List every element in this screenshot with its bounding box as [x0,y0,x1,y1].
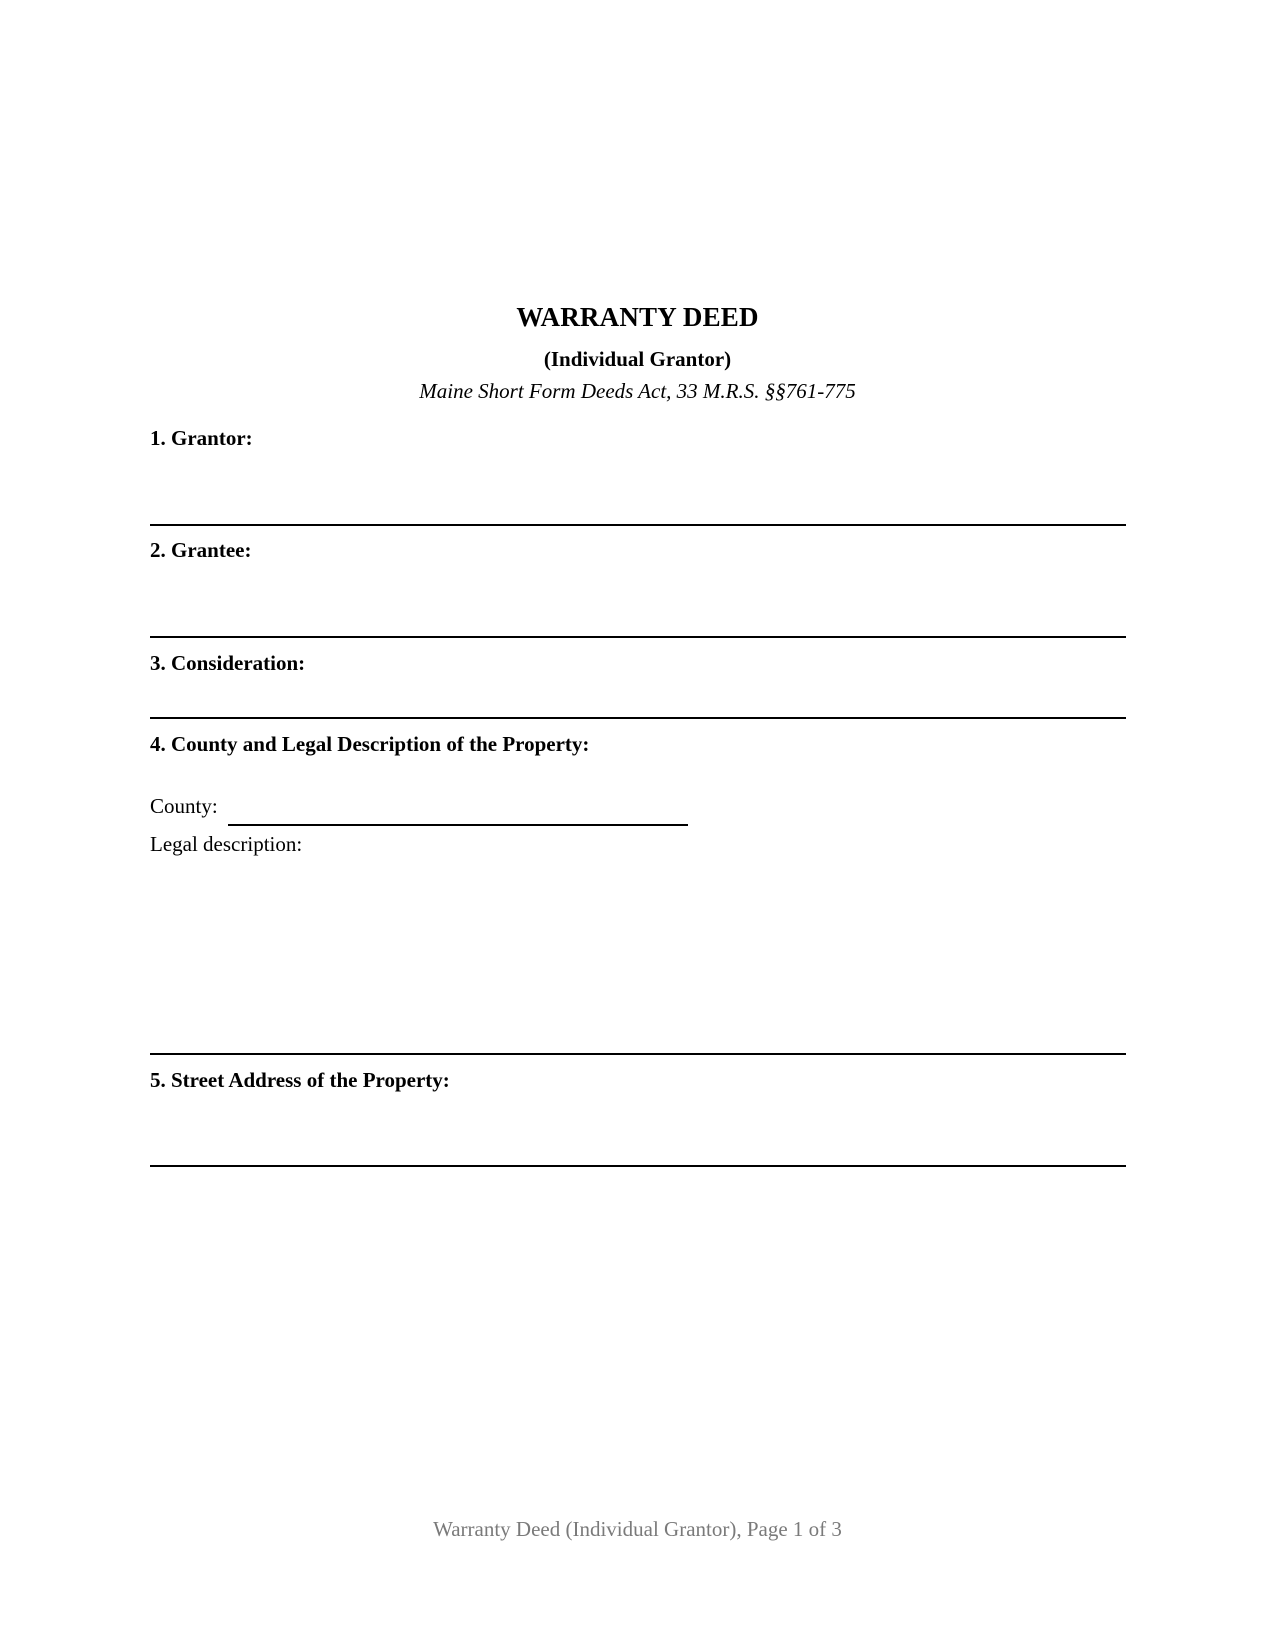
property-description-label: 4. County and Legal Description of the Property: [150,732,590,756]
consideration-field-line[interactable] [150,717,1126,719]
grantor-field-line[interactable] [150,524,1126,526]
grantee-label: 2. Grantee: [150,538,252,562]
document-title: WARRANTY DEED [516,302,759,332]
street-address-label: 5. Street Address of the Property: [150,1068,450,1092]
county-label: County: [150,794,218,818]
grantor-label: 1. Grantor: [150,426,253,450]
grantee-field-line[interactable] [150,636,1126,638]
statute-citation: Maine Short Form Deeds Act, 33 M.R.S. §§761-775 [419,379,856,403]
county-field-line[interactable] [228,824,688,826]
legal-description-field-line[interactable] [150,1053,1126,1055]
consideration-label: 3. Consideration: [150,651,306,675]
document-subtitle: (Individual Grantor) [543,347,732,371]
legal-description-label: Legal description: [150,832,303,856]
page-footer: Warranty Deed (Individual Grantor), Page 1 of 3 [433,1517,842,1541]
street-address-field-line[interactable] [150,1165,1126,1167]
